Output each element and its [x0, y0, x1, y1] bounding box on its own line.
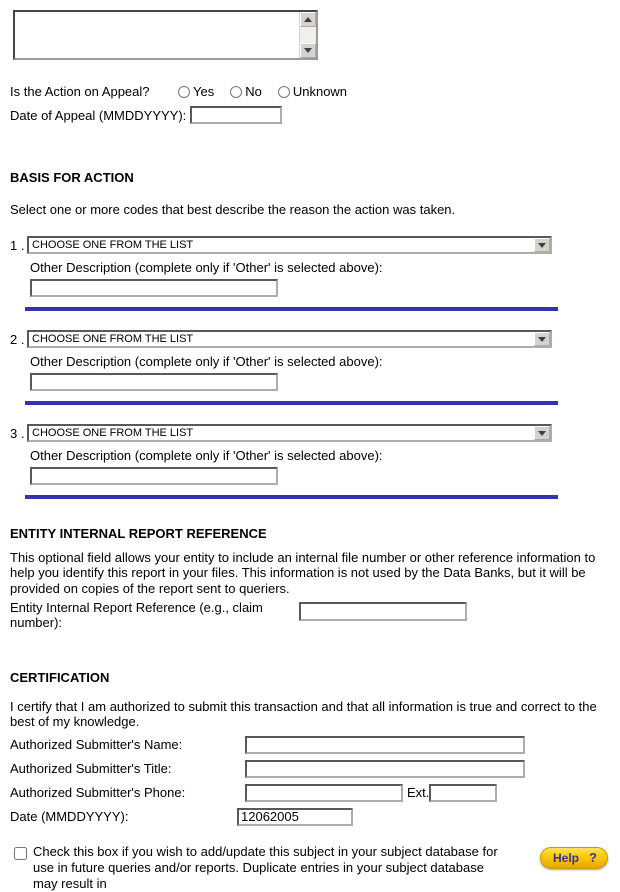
submitter-name-row [10, 736, 620, 754]
appeal-radio-yes[interactable] [178, 86, 190, 98]
dropdown-arrow-icon[interactable] [534, 332, 550, 346]
help-button-label: Help [553, 850, 580, 865]
basis-code-select-3-value: CHOOSE ONE FROM THE LIST [32, 427, 194, 439]
other-description-input-3[interactable] [30, 467, 278, 485]
submitter-phone-row [10, 784, 620, 802]
scroll-down-button[interactable] [300, 43, 316, 58]
basis-for-action-heading: BASIS FOR ACTION [10, 170, 134, 185]
add-subject-checkbox-label: Check this box if you wish to add/update this subject in your subject database for use in future queries and/or reports. Duplicate entries in your subject database may result in [33, 843, 498, 892]
submitter-title-row [10, 760, 620, 778]
entity-ref-input[interactable] [299, 602, 467, 621]
scroll-up-button[interactable] [300, 12, 316, 27]
submitter-name-input[interactable] [245, 736, 525, 754]
certification-heading: CERTIFICATION [10, 669, 110, 685]
other-description-label-3: Other Description (complete only if 'Other' is selected above): [30, 448, 383, 463]
entity-ref-heading: ENTITY INTERNAL REPORT REFERENCE [10, 526, 267, 541]
appeal-option-yes[interactable] [178, 84, 214, 99]
entity-ref-row [10, 601, 620, 631]
submitter-title-label: Authorized Submitter's Title: [10, 761, 172, 777]
basis-code-select-2[interactable] [27, 330, 552, 348]
report-form-page [0, 10, 620, 892]
date-of-appeal-label: Date of Appeal (MMDDYYYY): [10, 107, 187, 123]
submitter-phone-input[interactable] [245, 784, 403, 802]
other-description-input-1[interactable] [30, 279, 278, 297]
section-divider [25, 495, 558, 499]
date-of-appeal-input[interactable] [190, 106, 282, 124]
other-description-input-2[interactable] [30, 373, 278, 391]
entity-ref-label: Entity Internal Report Reference (e.g., claim number): [10, 599, 263, 630]
appeal-comments-textarea[interactable] [13, 10, 318, 60]
submitter-name-label: Authorized Submitter's Name: [10, 737, 183, 753]
scrollbar-track[interactable] [300, 27, 316, 43]
section-divider [25, 401, 558, 405]
appeal-option-no[interactable] [230, 84, 262, 99]
basis-item-3-number: 3 . [10, 425, 25, 441]
certification-date-label: Date (MMDDYYYY): [10, 809, 129, 825]
arrow-up-icon [304, 17, 312, 22]
basis-code-select-1-value: CHOOSE ONE FROM THE LIST [32, 239, 194, 251]
chevron-down-icon [538, 337, 546, 342]
submitter-title-input[interactable] [245, 760, 525, 778]
add-subject-checkbox[interactable] [14, 847, 27, 860]
appeal-option-no-label: No [245, 84, 262, 99]
basis-item-1-number: 1 . [10, 237, 25, 253]
certification-statement: I certify that I am authorized to submit this transaction and that all information is true and correct to the best of my knowledge. [10, 698, 597, 730]
other-description-label-2: Other Description (complete only if 'Other' is selected above): [30, 354, 383, 369]
phone-ext-input[interactable] [429, 784, 497, 802]
date-of-appeal-row [10, 106, 620, 124]
basis-intro-text: Select one or more codes that best describe the reason the action was taken. [10, 202, 456, 217]
appeal-comments-text[interactable] [15, 12, 299, 58]
other-description-label-1: Other Description (complete only if 'Other' is selected above): [30, 260, 383, 275]
appeal-radio-unknown[interactable] [278, 86, 290, 98]
certification-date-row [10, 808, 620, 826]
basis-code-select-1[interactable] [27, 236, 552, 254]
textarea-scrollbar[interactable] [299, 12, 316, 58]
phone-ext-label: Ext. [407, 785, 430, 801]
appeal-option-yes-label: Yes [193, 84, 215, 99]
basis-item-2-number: 2 . [10, 331, 25, 347]
appeal-question-label: Is the Action on Appeal? [10, 84, 150, 99]
appeal-radio-no[interactable] [230, 86, 242, 98]
dropdown-arrow-icon[interactable] [534, 426, 550, 440]
appeal-question-row [10, 84, 620, 99]
certification-date-input[interactable] [237, 808, 353, 826]
help-button[interactable] [540, 847, 608, 869]
chevron-down-icon [538, 243, 546, 248]
basis-code-select-2-value: CHOOSE ONE FROM THE LIST [32, 333, 194, 345]
arrow-down-icon [304, 48, 312, 53]
section-divider [25, 307, 558, 311]
basis-item-2 [10, 330, 620, 405]
dropdown-arrow-icon[interactable] [534, 238, 550, 252]
basis-item-1 [10, 236, 620, 311]
footer-row [10, 844, 620, 892]
entity-ref-description: This optional field allows your entity to include an internal file number or other reference information to help you identify this report in your files. This information is not used by the Data Banks, but it will be provided on copies of the report sent to queriers. [10, 550, 596, 596]
question-mark-icon: ? [589, 850, 597, 866]
basis-code-select-3[interactable] [27, 424, 552, 442]
chevron-down-icon [538, 431, 546, 436]
submitter-phone-label: Authorized Submitter's Phone: [10, 785, 186, 801]
basis-item-3 [10, 424, 620, 499]
appeal-option-unknown[interactable] [278, 84, 347, 99]
appeal-option-unknown-label: Unknown [292, 84, 348, 99]
